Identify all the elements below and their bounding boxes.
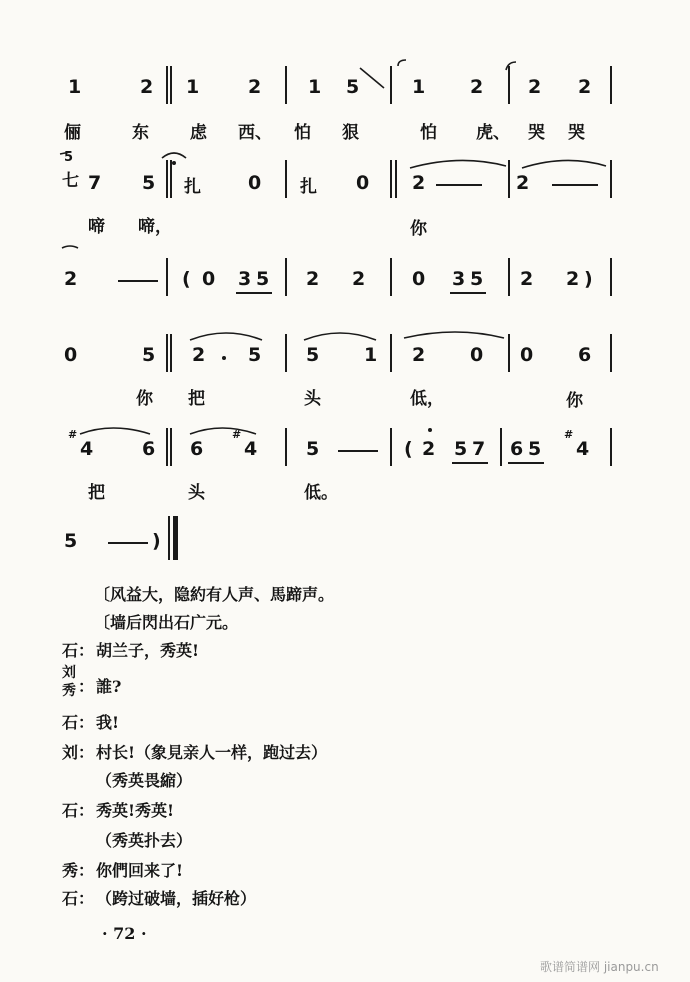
note: 2 (64, 268, 78, 290)
tie-end (62, 246, 78, 248)
note: 2 (422, 438, 436, 460)
note: 0 (520, 344, 534, 366)
note: 2 (412, 172, 426, 194)
note: 2 (566, 268, 580, 290)
lyric: 啼 (88, 217, 105, 237)
lyric: 狠 (342, 123, 359, 143)
paren: ( (182, 268, 191, 290)
slur (190, 428, 256, 434)
note: 1 (412, 76, 426, 98)
lyric: 低。 (304, 483, 338, 503)
note: 七 (62, 171, 79, 191)
note: 0 (64, 344, 78, 366)
dialogue: 你們回来了! (96, 861, 184, 880)
note: 4 (576, 438, 590, 460)
grace-note: 5 (64, 150, 74, 165)
note: 5 (248, 344, 262, 366)
note: 7 (472, 438, 486, 460)
slide-mark (360, 68, 384, 88)
dialogue: （跨过破墙，插好枪） (96, 889, 257, 908)
note: 0 (202, 268, 216, 290)
note: 5 (528, 438, 542, 460)
fermata-arc (162, 153, 186, 158)
speaker-colon: ： (78, 677, 95, 696)
tie-start (398, 60, 406, 66)
note: 5 (142, 344, 156, 366)
note: 2 (528, 76, 542, 98)
tie (410, 160, 506, 168)
note: 扎 (300, 177, 317, 197)
note: 1 (308, 76, 322, 98)
lyric: 你 (410, 219, 427, 239)
slur (80, 428, 150, 434)
watermark: 歌谱简谱网 jianpu.cn (540, 960, 659, 974)
note: 7 (88, 172, 102, 194)
note: 5 (64, 530, 78, 552)
lyric: 把 (88, 483, 105, 503)
speaker: 石： (62, 641, 95, 660)
stage-direction: 〔墙后閃出石广元。 (94, 613, 239, 632)
note: 2 (352, 268, 366, 290)
lyric: 俪 (64, 123, 81, 143)
note: 3 (452, 268, 466, 290)
slur (404, 332, 504, 338)
paren: ( (404, 438, 413, 460)
stage-direction: （秀英扑去） (96, 831, 193, 850)
fermata-dot (172, 161, 176, 165)
lyric: 哭 (568, 123, 585, 143)
paren: ) (584, 268, 593, 290)
dialogue: 誰? (96, 677, 122, 696)
note: 3 (238, 268, 252, 290)
note: 2 (516, 172, 530, 194)
speaker: 秀： (62, 861, 95, 880)
note: 6 (190, 438, 204, 460)
speaker: 刘： (62, 743, 95, 762)
speaker: 石： (62, 713, 95, 732)
lyric: 头 (304, 389, 321, 409)
note: 2 (306, 268, 320, 290)
note: 0 (412, 268, 426, 290)
tie-start (506, 62, 516, 70)
lyric: 西、 (238, 123, 272, 143)
note: 5 (470, 268, 484, 290)
lyric: 怕 (420, 123, 437, 143)
note: 1 (186, 76, 200, 98)
lyric: 你 (566, 391, 583, 411)
note: 2 (248, 76, 262, 98)
dialogue: 秀英!秀英! (96, 801, 175, 820)
slur (304, 333, 376, 340)
note: 1 (364, 344, 378, 366)
note: 5 (454, 438, 468, 460)
note: 6 (142, 438, 156, 460)
note: 2 (578, 76, 592, 98)
note: 6 (578, 344, 592, 366)
lyric: 低， (410, 389, 444, 409)
note: 4 (80, 438, 94, 460)
speaker: 石： (62, 801, 95, 820)
note: 0 (248, 172, 262, 194)
speaker: 石： (62, 889, 95, 908)
sharp-accidental: # (232, 428, 242, 441)
lyric: 把 (188, 389, 205, 409)
lyric: 哭 (528, 123, 545, 143)
page-number: · 72 · (102, 924, 147, 943)
lyric: 你 (136, 389, 153, 409)
tie (522, 160, 606, 168)
note: 0 (356, 172, 370, 194)
note: 5 (306, 344, 320, 366)
stage-direction: （秀英畏縮） (96, 771, 193, 790)
dialogue: 我! (96, 713, 120, 732)
dialogue: 村长!（象見亲人一样，跑过去） (96, 743, 328, 762)
lyric: 虑 (190, 123, 207, 143)
note: 扎 (184, 177, 201, 197)
note: 5 (142, 172, 156, 194)
note: 1 (68, 76, 82, 98)
note: 2 (192, 344, 206, 366)
paren: ) (152, 530, 161, 552)
note: 5 (306, 438, 320, 460)
note: 2 (470, 76, 484, 98)
sharp-accidental: # (564, 428, 574, 441)
note: 0 (470, 344, 484, 366)
grace-slur (60, 152, 70, 154)
lyric: 头 (188, 483, 205, 503)
note: 5 (346, 76, 360, 98)
note: 5 (256, 268, 270, 290)
sharp-accidental: # (68, 428, 78, 441)
note: 6 (510, 438, 524, 460)
speaker-top: 刘 (62, 665, 76, 681)
note: 2 (520, 268, 534, 290)
lyric: 东 (132, 123, 149, 143)
note: 4 (244, 438, 258, 460)
dialogue: 胡兰子，秀英! (96, 641, 200, 660)
slur (190, 333, 262, 340)
lyric: 啼， (138, 217, 172, 237)
speaker-bottom: 秀 (62, 683, 76, 699)
note: 2 (412, 344, 426, 366)
lyric: 虎、 (476, 123, 510, 143)
stage-direction: 〔风益大，隐約有人声、馬蹄声。 (94, 585, 335, 604)
note: 2 (140, 76, 154, 98)
lyric: 怕 (294, 123, 311, 143)
